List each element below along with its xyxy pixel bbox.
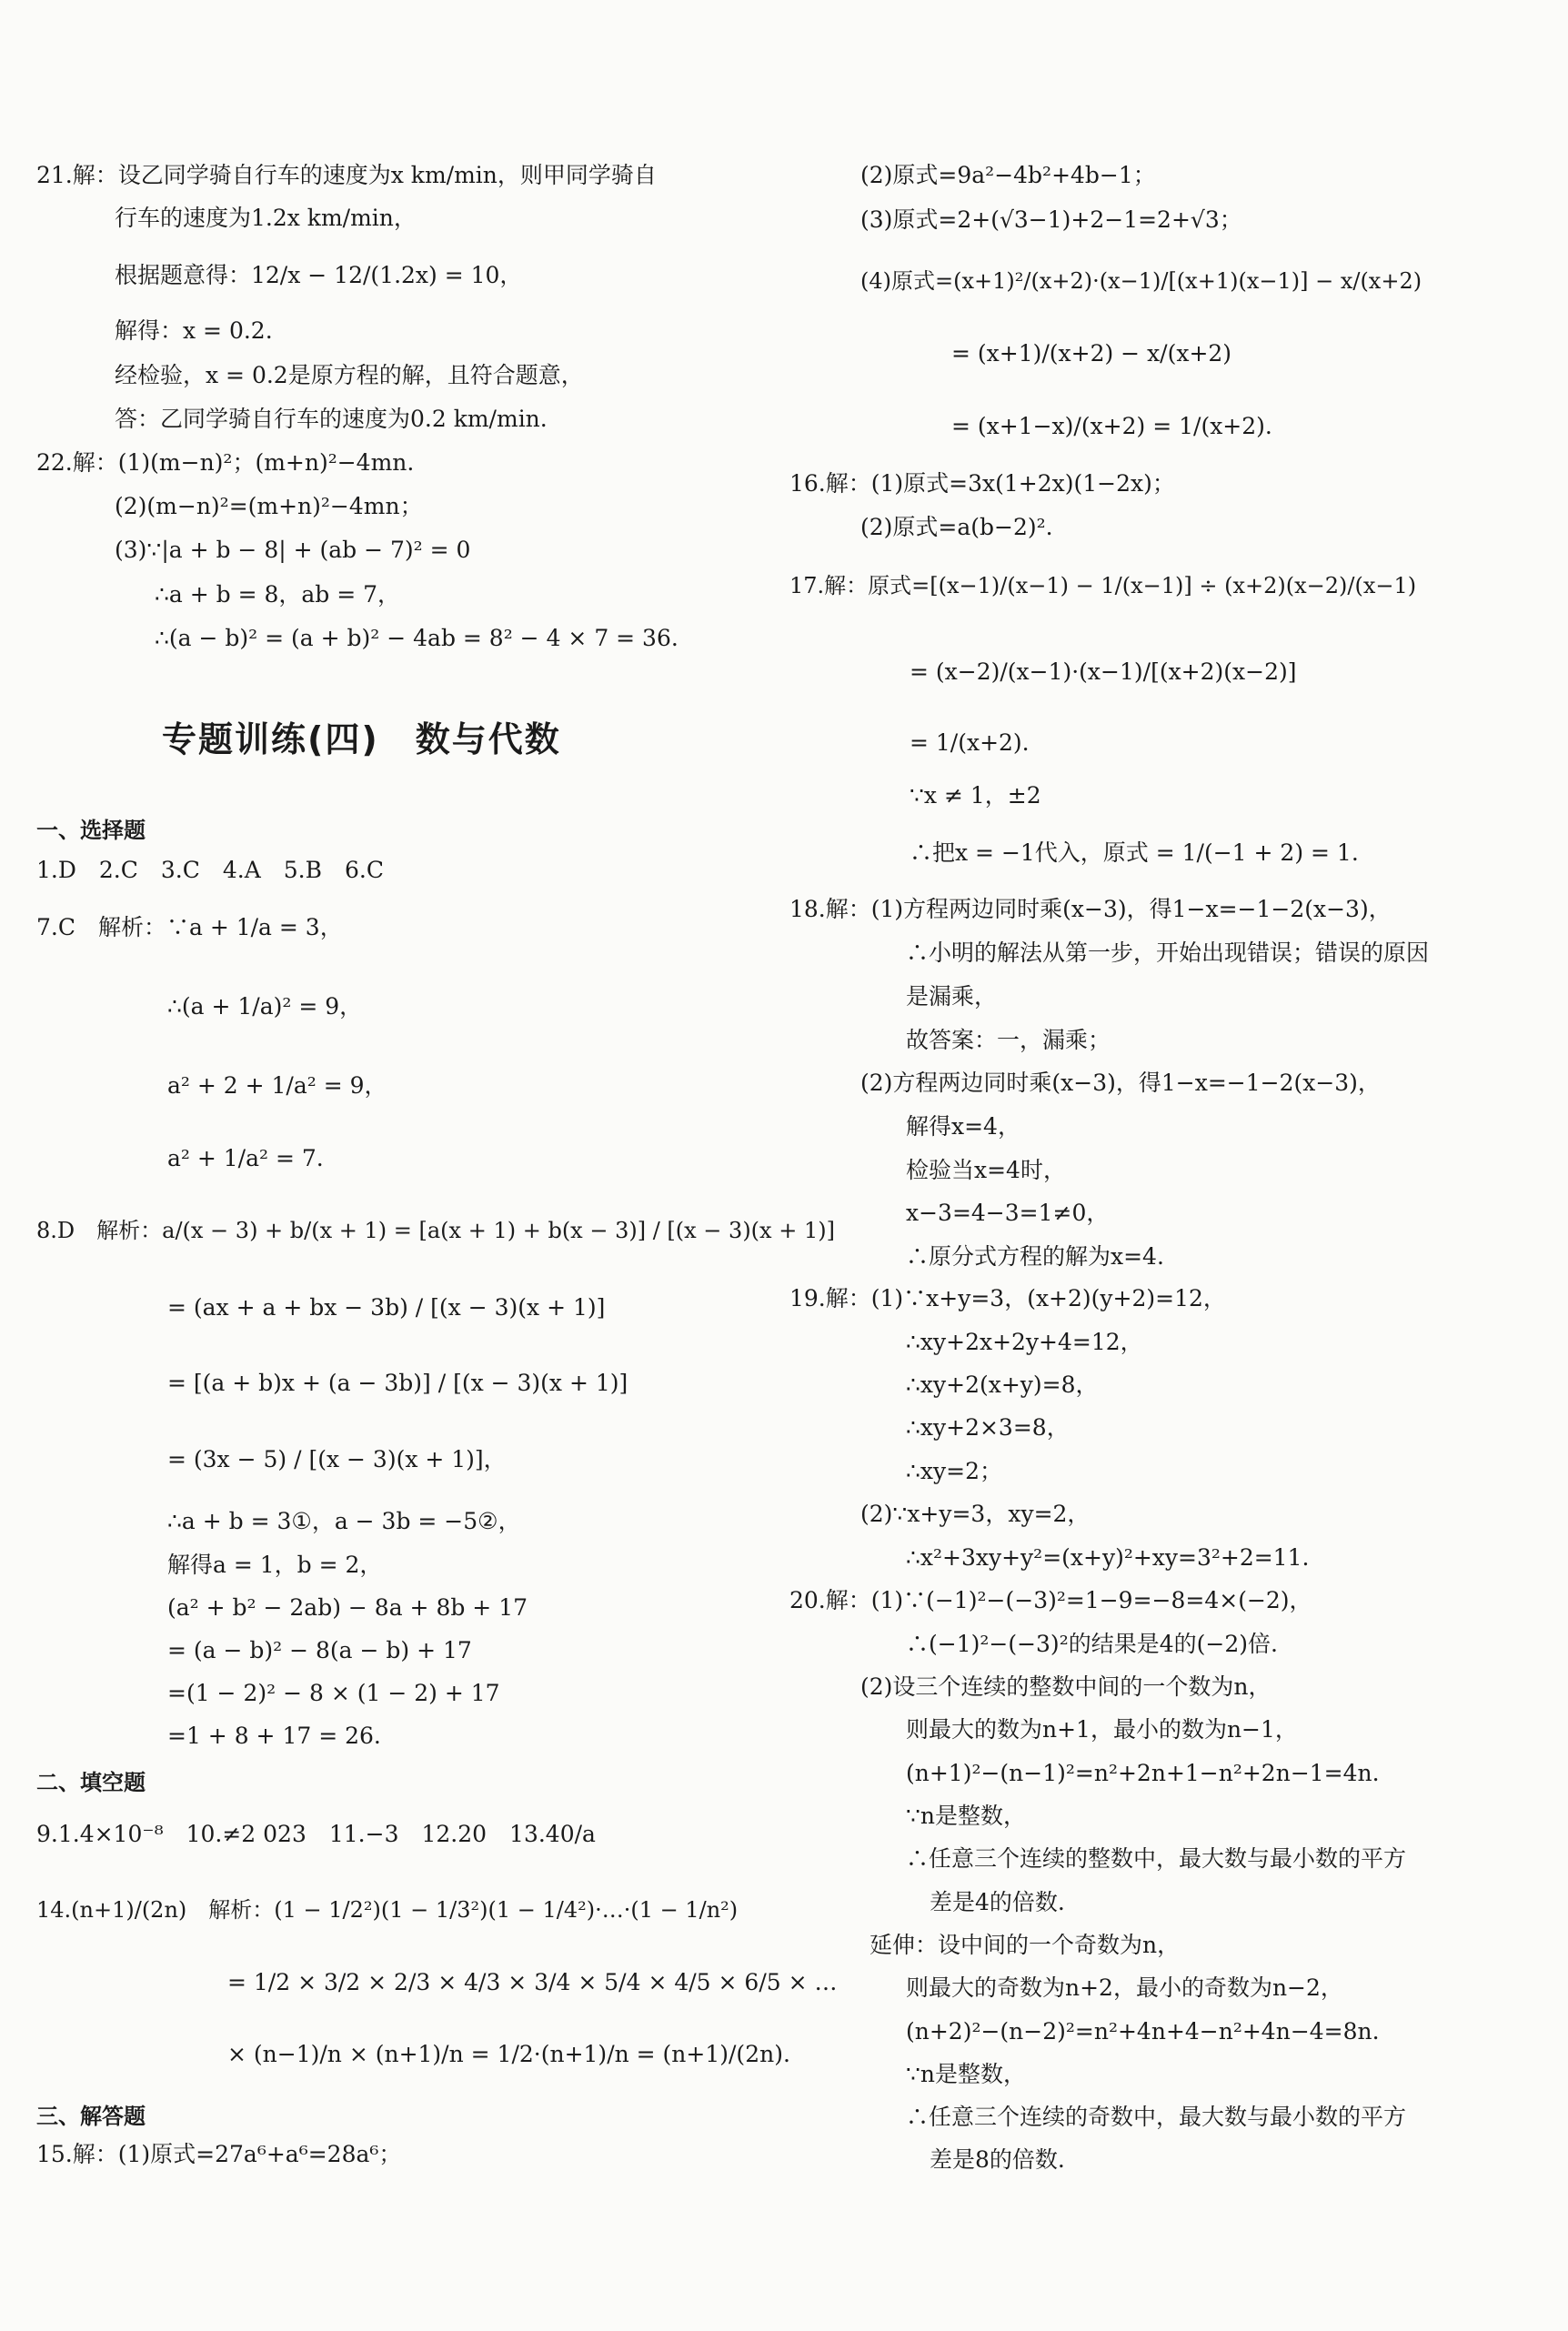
choice-answers: 1.D 2.C 3.C 4.A 5.B 6.C bbox=[36, 857, 384, 883]
q20-line: (2)设三个连续的整数中间的一个数为n， bbox=[860, 1673, 1271, 1700]
q17-line: ∴把x = −1代入，原式 = 1/(−1 + 2) = 1. bbox=[910, 839, 1359, 866]
q8-line: (a² + b² − 2ab) − 8a + 8b + 17 bbox=[167, 1594, 528, 1621]
q21-line: 解得：x = 0.2. bbox=[115, 317, 273, 344]
section-heading-solve: 三、解答题 bbox=[36, 2104, 146, 2129]
q17-line: = 1/(x+2). bbox=[910, 729, 1030, 756]
q15-line: (4)原式=(x+1)²/(x+2)·(x−1)/[(x+1)(x−1)] − x/(x+2) bbox=[860, 268, 1422, 294]
q19-line: ∴xy+2(x+y)=8， bbox=[906, 1371, 1099, 1398]
section-heading-fill: 二、填空题 bbox=[36, 1770, 146, 1795]
q22-line: ∴a + b = 8，ab = 7， bbox=[155, 581, 401, 608]
q22-line: (2)(m−n)²=(m+n)²−4mn； bbox=[115, 493, 423, 519]
q18-line: 是漏乘， bbox=[906, 983, 998, 1010]
section-title: 专题训练(四) 数与代数 bbox=[162, 719, 561, 759]
q8-line: = (ax + a + bx − 3b) / [(x − 3)(x + 1)] bbox=[167, 1294, 606, 1321]
q20-line: ∵n是整数， bbox=[906, 2061, 1027, 2087]
q18-line: 18.解：(1)方程两边同时乘(x−3)，得1−x=−1−2(x−3)， bbox=[789, 896, 1392, 922]
q20-line: 20.解：(1)∵(−1)²−(−3)²=1−9=−8=4×(−2)， bbox=[789, 1587, 1312, 1613]
q20-line: ∵n是整数， bbox=[906, 1803, 1027, 1829]
q20-line: ∴任意三个连续的整数中，最大数与最小数的平方 bbox=[906, 1845, 1407, 1872]
q20-line: ∴任意三个连续的奇数中，最大数与最小数的平方 bbox=[906, 2104, 1407, 2130]
q18-line: 检验当x=4时， bbox=[906, 1157, 1066, 1183]
q21-line: 行车的速度为1.2x km/min， bbox=[115, 205, 417, 231]
q22-line: ∴(a − b)² = (a + b)² − 4ab = 8² − 4 × 7 = 36. bbox=[155, 625, 678, 651]
q8-line: = [(a + b)x + (a − 3b)] / [(x − 3)(x + 1)] bbox=[167, 1370, 628, 1396]
q19-line: ∴xy=2； bbox=[906, 1458, 1002, 1484]
q8-line: = (3x − 5) / [(x − 3)(x + 1)]， bbox=[167, 1446, 507, 1472]
q19-line: ∴xy+2x+2y+4=12， bbox=[906, 1329, 1143, 1355]
q8-line: =1 + 8 + 17 = 26. bbox=[167, 1723, 381, 1749]
q16-line: 16.解：(1)原式=3x(1+2x)(1−2x)； bbox=[789, 470, 1175, 497]
q15-line: = (x+1−x)/(x+2) = 1/(x+2). bbox=[951, 413, 1272, 439]
q22-line: 22.解：(1)(m−n)²；(m+n)²−4mn. bbox=[36, 449, 415, 476]
q17-line: 17.解：原式=[(x−1)/(x−1) − 1/(x−1)] ÷ (x+2)(x−2)/(x−1) bbox=[789, 573, 1417, 598]
q20-line: 则最大的奇数为n+2，最小的奇数为n−2， bbox=[906, 1974, 1343, 2001]
q21-line: 根据题意得：12/x − 12/(1.2x) = 10， bbox=[115, 262, 523, 288]
q18-line: ∴小明的解法从第一步，开始出现错误；错误的原因 bbox=[906, 939, 1430, 966]
q17-line: ∵x ≠ 1，±2 bbox=[910, 782, 1041, 809]
q14-line: 14.(n+1)/(2n) 解析：(1 − 1/2²)(1 − 1/3²)(1 − 1/4²)·…·(1 − 1/n²) bbox=[36, 1897, 739, 1923]
q19-line: ∴x²+3xy+y²=(x+y)²+xy=3²+2=11. bbox=[906, 1544, 1310, 1571]
q7-line: ∴(a + 1/a)² = 9， bbox=[167, 993, 363, 1020]
q15-line: 15.解：(1)原式=27a⁶+a⁶=28a⁶； bbox=[36, 2141, 402, 2167]
q18-line: (2)方程两边同时乘(x−3)，得1−x=−1−2(x−3)， bbox=[860, 1070, 1381, 1096]
q7-line: a² + 2 + 1/a² = 9， bbox=[167, 1072, 387, 1099]
q14-line: = 1/2 × 3/2 × 2/3 × 4/3 × 3/4 × 5/4 × 4/5 × 6/5 × … bbox=[227, 1969, 838, 1995]
q19-line: ∴xy+2×3=8， bbox=[906, 1414, 1070, 1441]
q16-line: (2)原式=a(b−2)². bbox=[860, 514, 1053, 540]
q18-line: 解得x=4， bbox=[906, 1113, 1020, 1140]
q14-line: × (n−1)/n × (n+1)/n = 1/2·(n+1)/n = (n+1)/(2n). bbox=[227, 2041, 790, 2067]
q18-line: 故答案：一，漏乘； bbox=[906, 1027, 1111, 1053]
fill-answers: 9.1.4×10⁻⁸ 10.≠2 023 11.−3 12.20 13.40/a bbox=[36, 1821, 596, 1847]
q22-line: (3)∵|a + b − 8| + (ab − 7)² = 0 bbox=[115, 537, 471, 563]
q8-line: 8.D 解析：a/(x − 3) + b/(x + 1) = [a(x + 1) + b(x − 3)] / [(x − 3)(x + 1)] bbox=[36, 1218, 835, 1243]
q7-line: a² + 1/a² = 7. bbox=[167, 1145, 324, 1171]
q20-line: 延伸：设中间的一个奇数为n， bbox=[869, 1932, 1181, 1958]
q17-line: = (x−2)/(x−1)·(x−1)/[(x+2)(x−2)] bbox=[910, 658, 1297, 685]
q7-line: 7.C 解析：∵a + 1/a = 3， bbox=[36, 914, 343, 940]
q18-line: x−3=4−3=1≠0， bbox=[906, 1200, 1110, 1226]
q15-line: (3)原式=2+(√3−1)+2−1=2+√3； bbox=[860, 206, 1242, 233]
q20-line: 差是4的倍数. bbox=[930, 1889, 1065, 1915]
q15-line: = (x+1)/(x+2) − x/(x+2) bbox=[951, 340, 1232, 367]
section-heading-choice: 一、选择题 bbox=[36, 818, 146, 843]
q8-line: = (a − b)² − 8(a − b) + 17 bbox=[167, 1637, 472, 1663]
q20-line: 差是8的倍数. bbox=[930, 2146, 1065, 2173]
q20-line: (n+2)²−(n−2)²=n²+4n+4−n²+4n−4=8n. bbox=[906, 2018, 1380, 2045]
q21-line: 21.解：设乙同学骑自行车的速度为x km/min，则甲同学骑自 bbox=[36, 162, 657, 188]
q20-line: 则最大的数为n+1，最小的数为n−1， bbox=[906, 1716, 1298, 1743]
q8-line: ∴a + b = 3①，a − 3b = −5②， bbox=[167, 1508, 521, 1534]
q20-line: (n+1)²−(n−1)²=n²+2n+1−n²+2n−1=4n. bbox=[906, 1760, 1380, 1786]
q8-line: =(1 − 2)² − 8 × (1 − 2) + 17 bbox=[167, 1680, 500, 1706]
q20-line: ∴(−1)²−(−3)²的结果是4的(−2)倍. bbox=[906, 1631, 1278, 1657]
q19-line: (2)∵x+y=3，xy=2， bbox=[860, 1501, 1091, 1527]
q21-line: 经检验，x = 0.2是原方程的解，且符合题意， bbox=[115, 362, 584, 388]
q18-line: ∴原分式方程的解为x=4. bbox=[906, 1243, 1164, 1270]
q21-line: 答：乙同学骑自行车的速度为0.2 km/min. bbox=[115, 406, 548, 432]
q19-line: 19.解：(1)∵x+y=3，(x+2)(y+2)=12， bbox=[789, 1285, 1226, 1311]
q15-line: (2)原式=9a²−4b²+4b−1； bbox=[860, 162, 1156, 188]
q8-line: 解得a = 1，b = 2， bbox=[167, 1552, 383, 1578]
